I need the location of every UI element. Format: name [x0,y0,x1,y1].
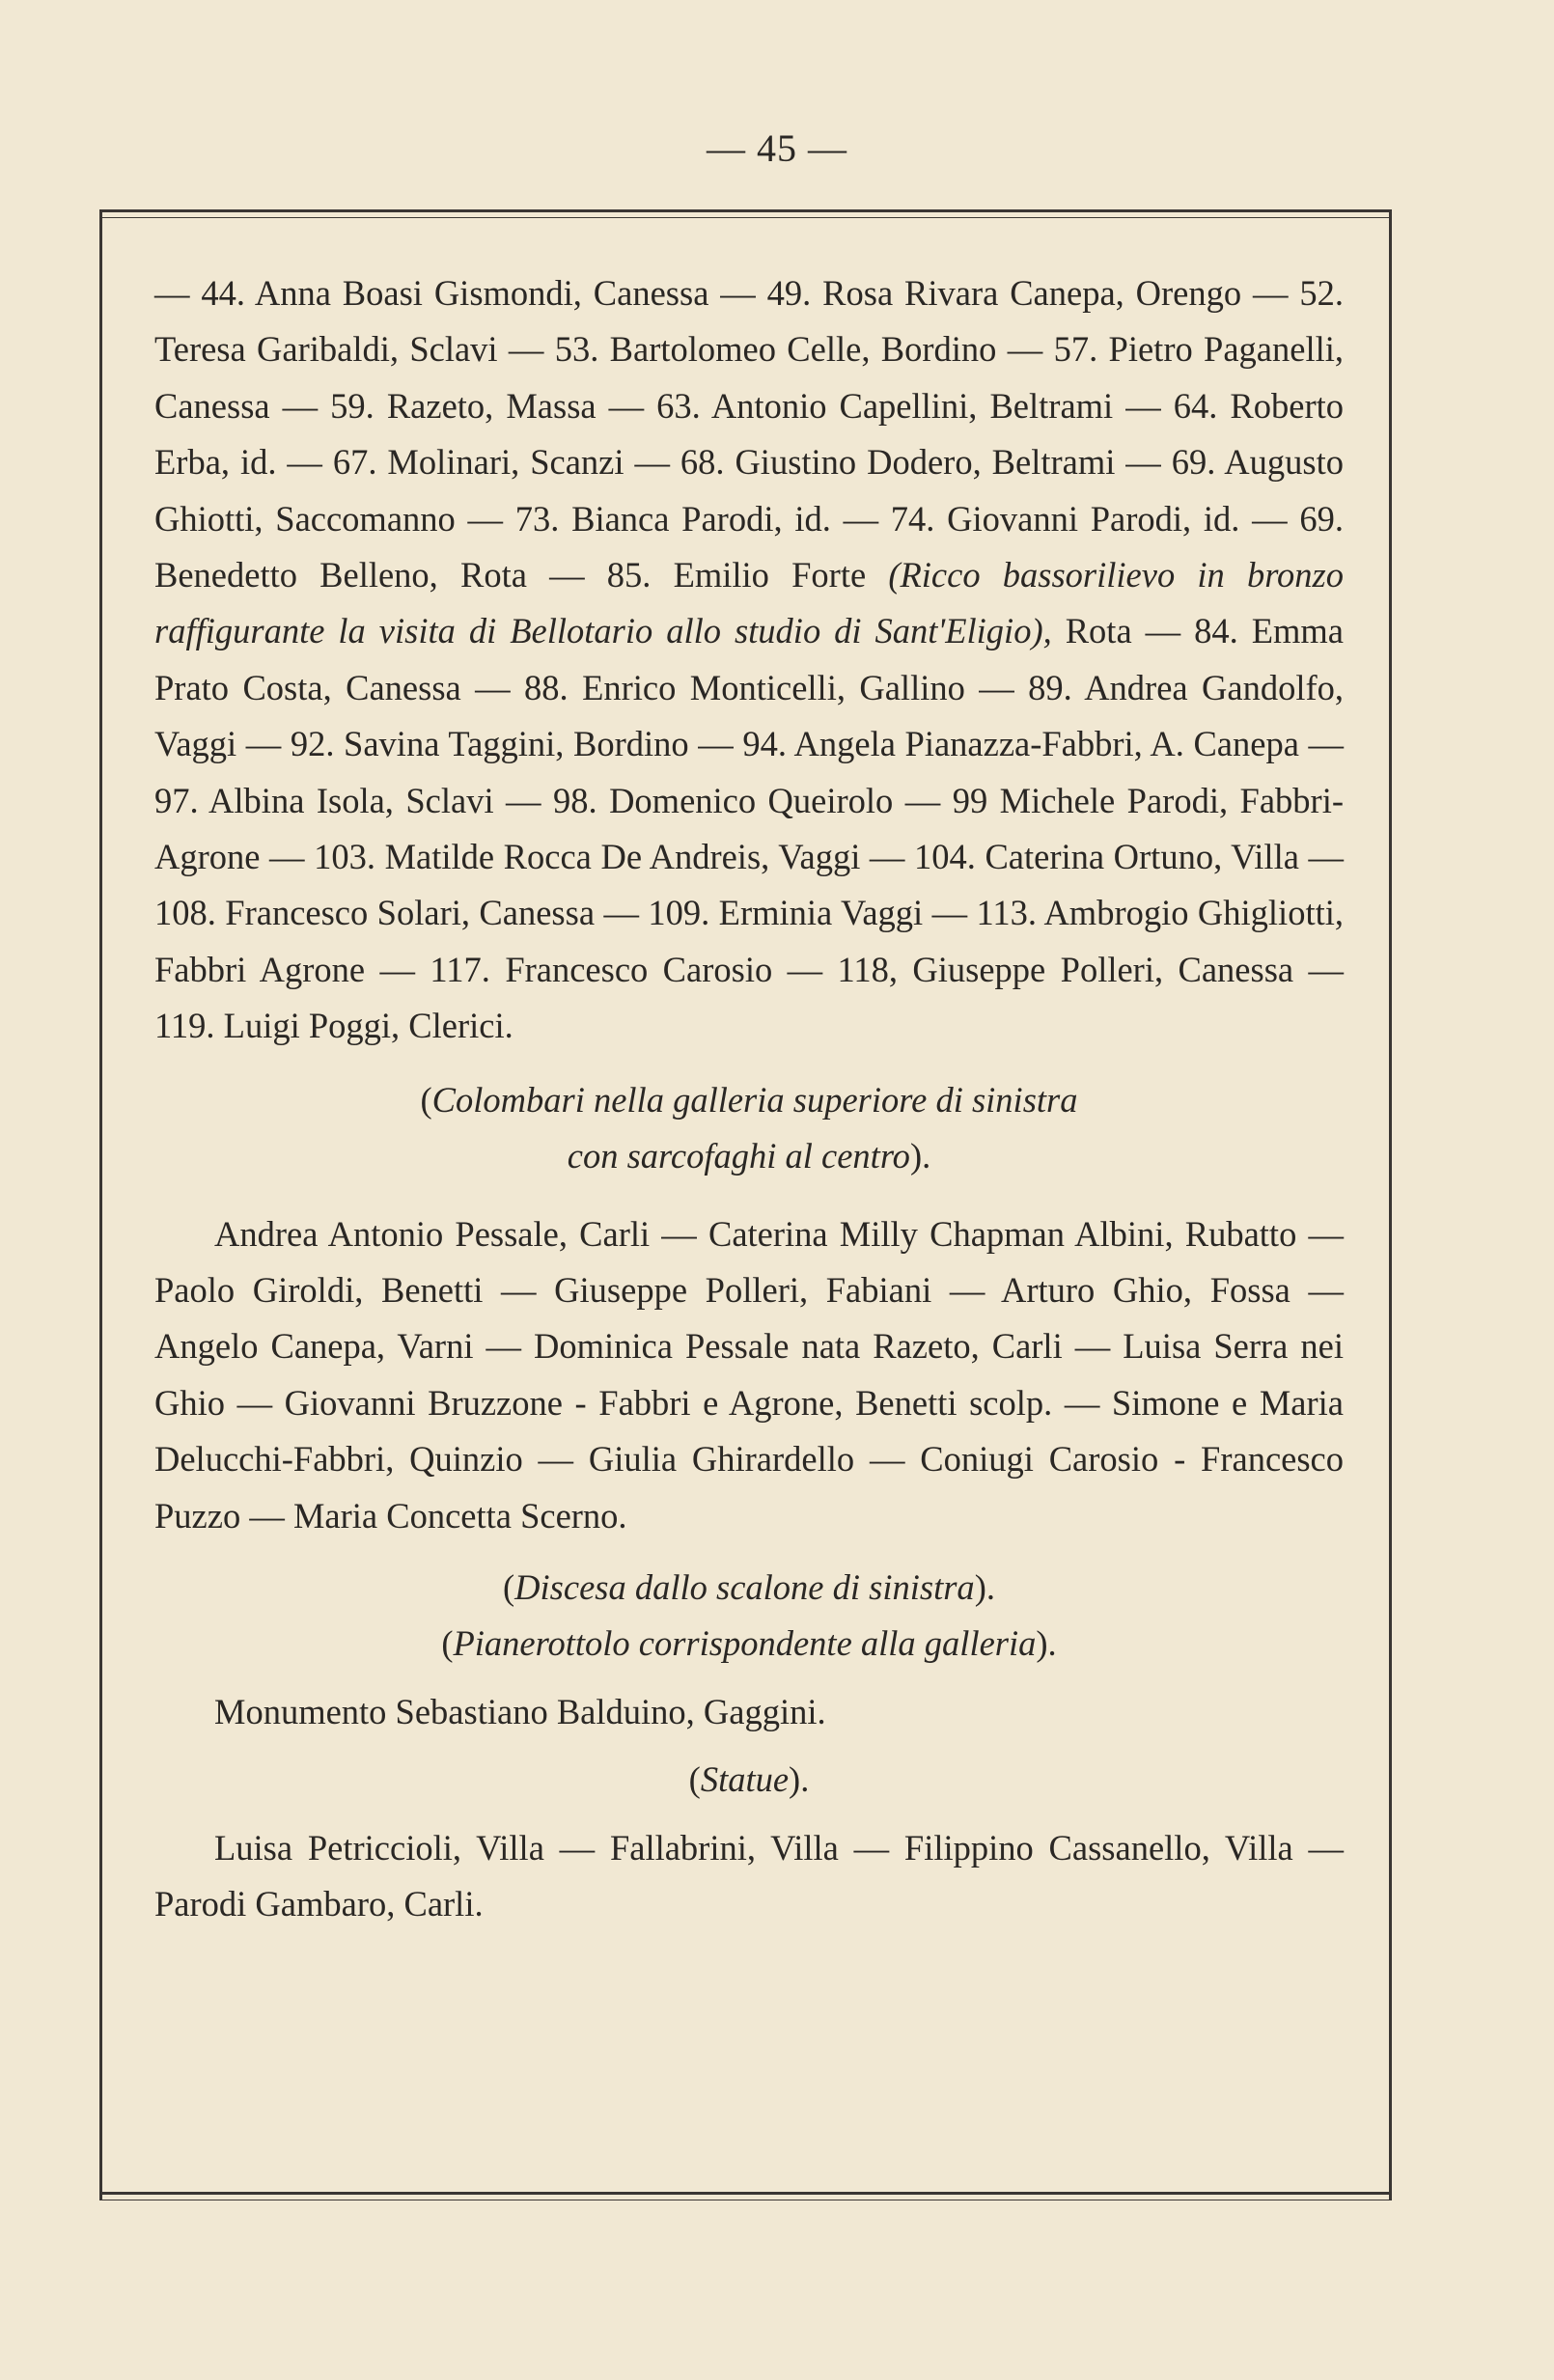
page-body [154,265,1344,1932]
section-heading-statue-text: Statue [700,1759,790,1800]
section-heading-discesa-text: Discesa dallo scalone di sinistra [514,1566,975,1607]
section-heading-colombari: (Colombari nella galleria superiore di sinistra con sarcofaghi al centro). [420,1079,1078,1176]
burial-list-text-b: Rota — 84. Emma Prato Costa, Canessa — 88. Enrico Monticelli, Gallino — 89. Andrea Gandolfo, Vaggi — 92. Savina Taggini, Bordino — 94. Angela Pianazza-Fabbri, A. Canepa — 97. Albina Isola, Sclavi — 98. Domenico Queirolo — 99 Michele Parodi, Fabbri-Agrone — 103. Matilde Rocca De Andreis, Vaggi — 104. Caterina Ortuno, Villa — 108. Francesco Solari, Canessa — 109. Erminia Vaggi — 113. Ambrogio Ghigliotti, Fabbri Agrone — 117. Francesco Carosio — 118, Giuseppe Polleri, Canessa — 119. Luigi Poggi, Clerici. [154,611,1344,1046]
page-number: — 45 — [707,126,847,170]
bas-relief-note: (Ricco bassorilievo in bronzo raffigurante la visita di Bellotario allo studio di Sant'Eligio), [154,555,1344,651]
section-heading-line-2: con sarcofaghi al centro [567,1136,910,1176]
colombari-list-paragraph: Andrea Antonio Pessale, Carli — Caterina Milly Chapman Albini, Rubatto — Paolo Giroldi, Benetti — Giuseppe Polleri, Fabiani — Arturo Ghio, Fossa — Angelo Canepa, Varni — Dominica Pessale nata Razeto, Carli — Luisa Serra nei Ghio — Giovanni Bruzzone - Fabbri e Agrone, Benetti scolp. — Simone e Maria Delucchi-Fabbri, Quinzio — Giulia Ghirardello — Coniugi Carosio - Francesco Puzzo — Maria Concetta Scerno. [154,1213,1344,1536]
section-heading-discesa: (Discesa dallo scalone di sinistra). [503,1566,995,1607]
section-heading-pianerottolo-text: Pianerottolo corrispondente alla galleria [453,1623,1037,1664]
burial-list-paragraph [154,265,1344,1055]
section-heading-pianerottolo: (Pianerottolo corrispondente alla galleria). [441,1623,1057,1664]
section-heading-statue: (Statue). [688,1759,810,1800]
burial-list-text-a: — 44. Anna Boasi Gismondi, Canessa — 49. Rosa Rivara Canepa, Orengo — 52. Teresa Garibaldi, Sclavi — 53. Bartolomeo Celle, Bordino — 57. Pietro Paganelli, Canessa — 59. Razeto, Massa — 63. Antonio Capellini, Beltrami — 64. Roberto Erba, id. — 67. Molinari, Scanzi — 68. Giustino Dodero, Beltrami — 69. Augusto Ghiotti, Saccomanno — 73. Bianca Parodi, id. — 74. Giovanni Parodi, id. — 69. Benedetto Belleno, Rota — 85. Emilio Forte [154,273,1344,595]
section-heading-line-1: Colombari nella galleria superiore di sinistra [431,1079,1078,1120]
statue-list-paragraph: Luisa Petriccioli, Villa — Fallabrini, Villa — Filippino Cassanello, Villa — Parodi Gambaro, Carli. [154,1827,1344,1923]
monument-paragraph: Monumento Sebastiano Balduino, Gaggini. [214,1691,826,1731]
